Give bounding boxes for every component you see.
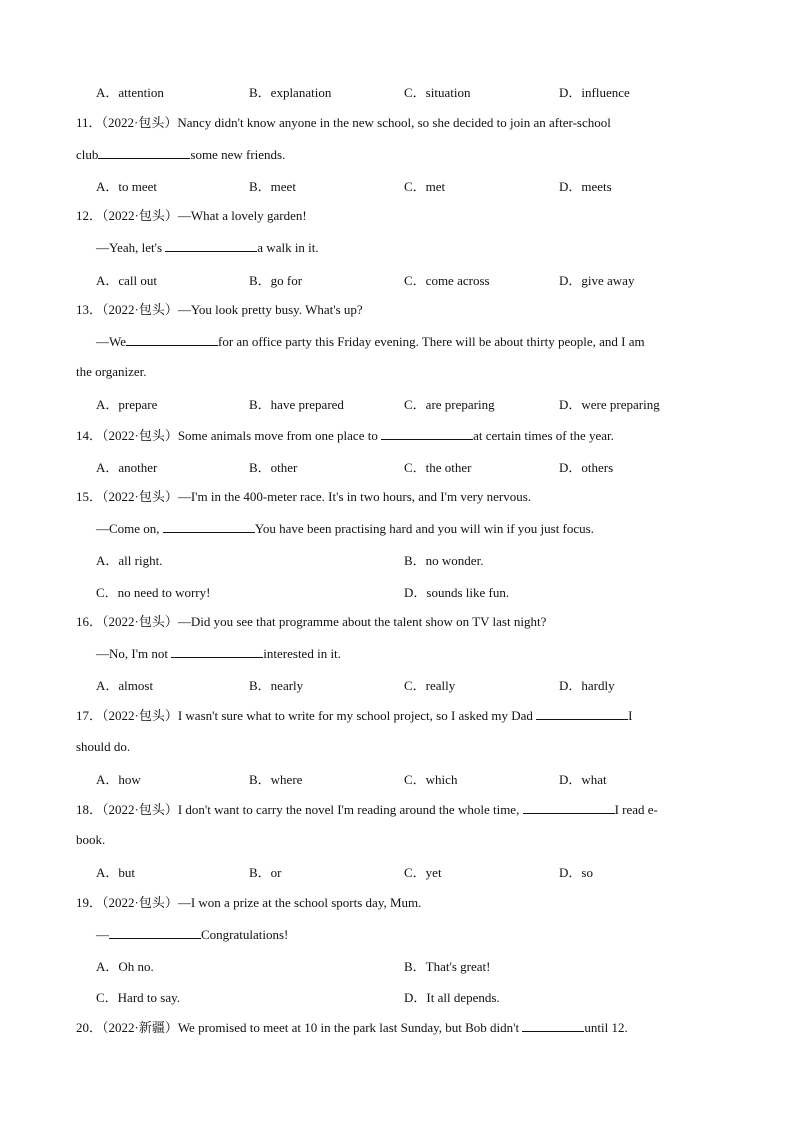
question-13-stem: 13．（2022·包头）—You look pretty busy. What's up?: [76, 302, 363, 317]
stem-text: interested in it.: [263, 646, 341, 661]
option-b: B．no wonder.: [404, 553, 484, 568]
stem-text: —Yeah, let's: [96, 240, 166, 255]
stem-text: —Come on,: [96, 521, 163, 536]
option-b: B．have prepared: [249, 397, 344, 412]
option-a: A．to meet: [96, 179, 158, 194]
option-a: A．all right.: [96, 553, 163, 568]
option-c: C．which: [404, 772, 458, 787]
question-13-line3: the organizer.: [76, 364, 147, 379]
answer-blank: [171, 643, 263, 658]
stem-text: 18．（2022·包头）I don't want to carry the novel I'm reading around the whole time,: [76, 802, 523, 817]
option-d: D．sounds like fun.: [404, 585, 510, 600]
answer-blank: [98, 144, 190, 159]
option-c: C．really: [404, 678, 456, 693]
question-17-line2: should do.: [76, 739, 131, 754]
question-12-stem: 12．（2022·包头）—What a lovely garden!: [76, 208, 307, 223]
option-d: D．so: [559, 865, 593, 880]
stem-text: Congratulations!: [201, 927, 289, 942]
question-14-stem: [76, 425, 614, 445]
answer-blank: [165, 237, 257, 252]
answer-blank: [109, 924, 201, 939]
answer-blank: [381, 425, 473, 440]
option-b: B．meet: [249, 179, 296, 194]
option-d: D．give away: [559, 273, 635, 288]
option-d: D．were preparing: [559, 397, 660, 412]
stem-text: 20．（2022·新疆）We promised to meet at 10 in the park last Sunday, but Bob didn't: [76, 1020, 523, 1035]
option-a: A．attention: [96, 85, 164, 100]
option-c: C．yet: [404, 865, 442, 880]
option-a: A．how: [96, 772, 141, 787]
option-b: B．nearly: [249, 678, 304, 693]
option-a: A．Oh no.: [96, 959, 154, 974]
stem-text: for an office party this Friday evening. There will be about thirty people, and I am: [218, 334, 645, 349]
stem-text: I read e-: [614, 802, 658, 817]
stem-text: —: [96, 927, 109, 942]
question-15-line2: [96, 518, 594, 538]
option-d: D．what: [559, 772, 607, 787]
stem-text: at certain times of the year.: [473, 428, 614, 443]
option-d: D．hardly: [559, 678, 615, 693]
stem-text: a walk in it.: [257, 240, 319, 255]
question-17-stem: [76, 705, 633, 725]
option-a: A．prepare: [96, 397, 158, 412]
answer-blank: [523, 799, 615, 814]
option-c: C．Hard to say.: [96, 990, 181, 1005]
question-11-line2: [76, 144, 285, 164]
question-18-line2: book.: [76, 832, 106, 847]
stem-text: some new friends.: [190, 147, 286, 162]
question-19-line2: [96, 924, 288, 944]
answer-blank: [163, 518, 255, 533]
stem-text: —We: [96, 334, 126, 349]
question-12-line2: [96, 237, 319, 257]
option-d: D．meets: [559, 179, 612, 194]
stem-text: club: [76, 147, 99, 162]
option-a: A．but: [96, 865, 136, 880]
option-c: C．are preparing: [404, 397, 495, 412]
option-d: D．others: [559, 460, 614, 475]
option-b: B．explanation: [249, 85, 332, 100]
option-c: C．the other: [404, 460, 472, 475]
option-b: B．go for: [249, 273, 303, 288]
option-c: C．situation: [404, 85, 471, 100]
question-20-stem: [76, 1017, 628, 1037]
stem-text: until 12.: [584, 1020, 628, 1035]
answer-blank: [522, 1017, 584, 1032]
stem-text: You have been practising hard and you will win if you just focus.: [254, 521, 594, 536]
option-b: B．other: [249, 460, 298, 475]
question-16-line2: [96, 643, 341, 663]
option-a: A．another: [96, 460, 158, 475]
option-d: D．It all depends.: [404, 990, 500, 1005]
question-11-stem: 11．（2022·包头）Nancy didn't know anyone in the new school, so she decided to join an after-school: [76, 115, 611, 130]
answer-blank: [536, 705, 628, 720]
question-13-line2: [96, 331, 645, 351]
option-d: D．influence: [559, 85, 630, 100]
stem-text: 14．（2022·包头）Some animals move from one place to: [76, 428, 382, 443]
option-b: B．or: [249, 865, 282, 880]
option-c: C．no need to worry!: [96, 585, 211, 600]
stem-text: —No, I'm not: [96, 646, 172, 661]
option-a: A．almost: [96, 678, 154, 693]
question-18-stem: [76, 799, 658, 819]
stem-text: I: [628, 708, 633, 723]
question-16-stem: 16．（2022·包头）—Did you see that programme about the talent show on TV last night?: [76, 614, 547, 629]
question-19-stem: 19．（2022·包头）—I won a prize at the school sports day, Mum.: [76, 895, 422, 910]
option-c: C．come across: [404, 273, 490, 288]
stem-text: 17．（2022·包头）I wasn't sure what to write for my school project, so I asked my Dad: [76, 708, 537, 723]
option-a: A．call out: [96, 273, 158, 288]
option-c: C．met: [404, 179, 446, 194]
question-15-stem: 15．（2022·包头）—I'm in the 400-meter race. It's in two hours, and I'm very nervous.: [76, 489, 532, 504]
option-b: B．where: [249, 772, 303, 787]
answer-blank: [126, 331, 218, 346]
option-b: B．That's great!: [404, 959, 491, 974]
